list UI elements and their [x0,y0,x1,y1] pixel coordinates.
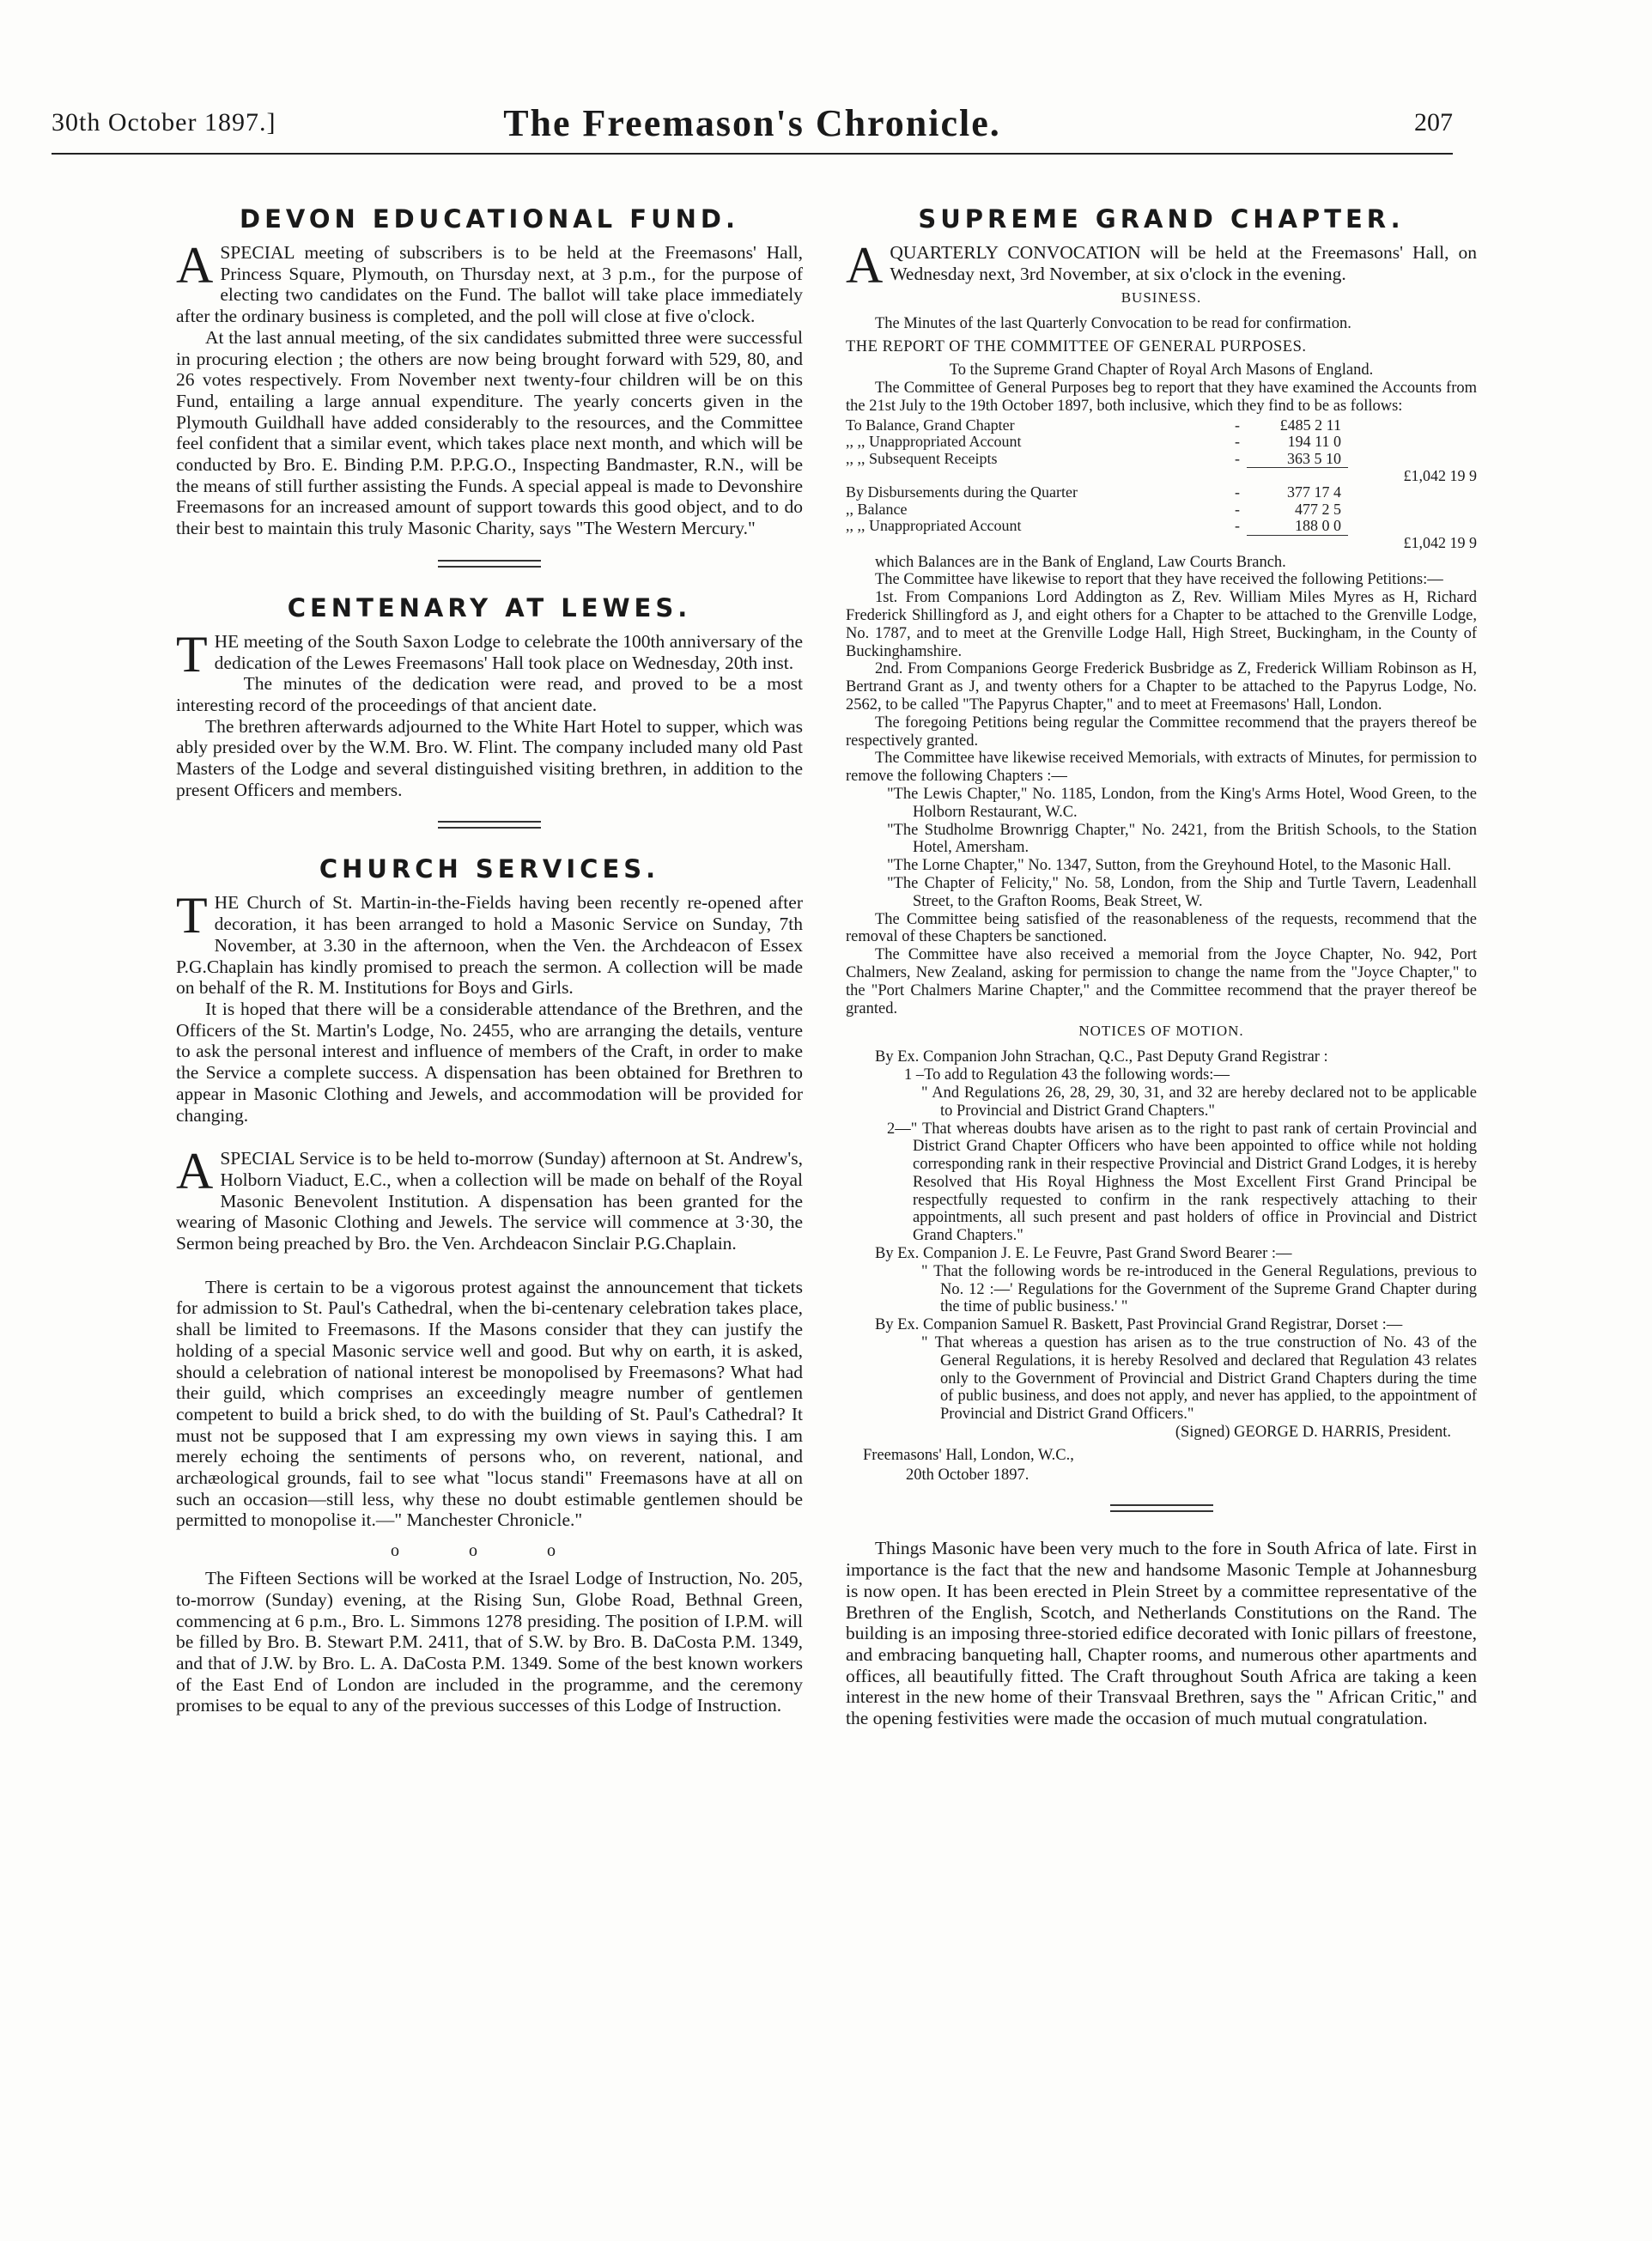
memorial-item: "The Lorne Chapter," No. 1347, Sutton, from the Greyhound Hotel, to the Masonic Hall. [887,857,1452,875]
devon-heading: DEVON EDUCATIONAL FUND. [240,204,739,234]
minutes-text: The Minutes of the last Quarterly Convocation to be read for confirmation. [875,315,1351,333]
table-row: To Balance, Grand Chapter - £485 2 11 [846,416,1341,434]
lewes-heading: CENTENARY AT LEWES. [287,592,692,622]
memorial-item: "The Chapter of Felicity," No. 58, London, from the Ship and Turtle Tavern, Leadenhall Street, to the Grafton Rooms, Beak Street, W. [887,874,1477,910]
church-paragraph-3: ASPECIAL Service is to be held to-morrow (Sunday) afternoon at St. Andrew's, Holborn Viaduct, E.C., when a collection will be made on behalf of the Royal Masonic Benevolent Institution. A dispensation has been granted for the wearing of Masonic Clothing and Jewels. The service will commence at 3·30, the Sermon being preached by Bro. the Ven. Archdeacon Sinclair P.G.Chaplain. [176,1143,803,1254]
dropcap: A [176,237,214,294]
dropcap: A [176,1143,214,1200]
africa-article [846,1538,1477,1728]
dropcap: T [176,625,208,683]
signature-address: Freemasons' Hall, London, W.C., [863,1446,1074,1464]
petition-2: 2nd. From Companions George Frederick Busbridge as Z, Frederick William Robinson as H, Bertrand Grant as J, and twenty others for a Chapter to be attached to the Papyrus Lodge, No. 2562, to be called "The Papyrus Chapter," and to meet at Freemasons' Hall, London. [846,660,1477,714]
accounts-intro: The Committee of General Purposes beg to report that they have examined the Accounts from the 21st July to the 19th October 1897, both inclusive, which they find to be as follows: [846,380,1477,415]
signature-date: 20th October 1897. [906,1466,1029,1484]
section-divider [438,821,541,829]
church-paragraph-2: It is hoped that there will be a considerable attendance of the Brethren, and the Officers of the St. Martin's Lodge, No. 2455, who are arranging the details, venture to ask the personal interest and influence of members of the Craft, in order to make the Service a complete success. A dispensation has been obtained for Brethren to appear in Masonic Clothing and Jewels, and accommodation will be provided for changing. [176,998,803,1126]
spacer [176,1254,803,1277]
dropcap: A [846,237,884,294]
masthead [52,101,1453,155]
motion-2: 2—" That whereas doubts have arisen as to the right to past rank of certain Provincial and District Grand Chapter Officers who have been appointed to office while not holding corresponding rank in their respective Provincial and District Grand Lodges, it is hereby Resolved that His Royal Highness the Most Excellent First Grand Principal be respectfully requested to confirm in the rank respectively attaching to their appointments, all such present and past holders of office in Provincial and District Grand Chapters." [887,1120,1477,1245]
ornament-dots: o o o [391,1541,588,1561]
motion-1-text: " And Regulations 26, 28, 29, 30, 31, and 32 are hereby declared not to be applicable to Provincial and District Grand Chapters." [921,1084,1477,1120]
table-row: ,, ,, Unappropriated Account - 194 11 0 [846,433,1341,451]
table-row: ,, ,, Subsequent Receipts - 363 5 10 [846,449,1341,467]
africa-paragraph: Things Masonic have been very much to the fore in South Africa of late. First in importance is the fact that the new and handsome Masonic Temple at Johannesburg is now open. It has been erected in Plein Street by a committee representative of the Brethren of the English, Scotch, and Netherlands Constitutions on the Rand. The building is an imposing three-storied edifice decorated with Ionic pillars of freestone, and embracing banqueting hall, Chapter rooms, and numerous other apartments and offices, all beautifully fitted. The Craft throughout South Africa are taking a keen interest in the new home of their Transvaal Brethren, says the " African Critic," and the opening festivities were made the occasion of much mutual congratulation. [846,1538,1477,1729]
devon-article [176,204,803,539]
church-article [176,854,803,1716]
lefeuvre-line: By Ex. Companion J. E. Le Feuvre, Past Grand Sword Bearer :— [875,1245,1292,1263]
section-divider [1110,1504,1213,1512]
petition-1: 1st. From Companions Lord Addington as Z, Rev. William Miles Myres as H, Richard Frederick Shillingford as J, and eight others for a Chapter to be attached to the Grenville Lodge, No. 1787, and to meet at the Grenville Lodge Hall, High Street, Buckingham, in the County of Buckinghamshire. [846,589,1477,660]
devon-paragraph-1: ASPECIAL meeting of subscribers is to be held at the Freemasons' Hall, Princess Square, Plymouth, on Thursday next, at 3 p.m., for the purpose of electing two candidates on the Fund. The ballot will take place immediately after the ordinary business is completed, and the poll will close at five o'clock. [176,237,803,327]
signature: (Signed) GEORGE D. HARRIS, President. [1175,1424,1451,1442]
dropcap: T [176,887,208,944]
memorial-item: "The Studholme Brownrigg Chapter," No. 2421, from the British Schools, to the Station Hotel, Amersham. [887,821,1477,857]
petitions-recommendation: The foregoing Petitions being regular the Committee recommend that the prayers thereof be respectively granted. [846,714,1477,750]
to-line: To the Supreme Grand Chapter of Royal Arch Masons of England. [949,361,1374,380]
strachan-line: By Ex. Companion John Strachan, Q.C., Past Deputy Grand Registrar : [875,1048,1328,1066]
motion-1: 1 –To add to Regulation 43 the following words:— [904,1066,1230,1084]
baskett-line: By Ex. Companion Samuel R. Baskett, Past Provincial Grand Registrar, Dorset :— [875,1316,1403,1334]
table-row: ,, ,, Unappropriated Account - 188 0 0 [846,517,1341,535]
business-heading: BUSINESS. [1121,289,1202,307]
report-heading: THE REPORT OF THE COMMITTEE OF GENERAL PURPOSES. [846,338,1307,356]
church-paragraph-1: THE Church of St. Martin-in-the-Fields having been recently re-opened after decoration, it has been arranged to hold a Masonic Service on Sunday, 7th November, at 3.30 in the afternoon, when the Ven. the Archdeacon of Essex P.G.Chaplain has kindly promised to preach the sermon. A collection will be made on behalf of the R. M. Institutions for Boys and Girls. [176,887,803,999]
devon-paragraph-2: At the last annual meeting, of the six candidates submitted three were successful in procuring election ; the others are now being brought forward with 529, 80, and 26 votes respectively. From November next twenty-four children will be on this Fund, entailing a large annual expenditure. The yearly concerts given in the Plymouth Guildhall have added considerably to the resources, and the Committee feel confident that a similar event, which takes place next month, and which will be conducted by Bro. E. Binding P.M. P.P.G.O., Inspecting Bandmaster, R.N., will be the means of still further assisting the Funds. A special appeal is made to Devonshire Freemasons for an increased amount of support towards this good object, and to do their best to maintain this truly Masonic Charity, says "The Western Mercury." [176,326,803,539]
page-number: 207 [1414,108,1453,137]
joyce-memorial: The Committee have also received a memorial from the Joyce Chapter, No. 942, Port Chalmers, New Zealand, asking for permission to change the name from the "Joyce Chapter," to the "Port Chalmers Marine Chapter," and the Committee recommend that the prayer thereof be granted. [846,946,1477,1017]
spacer [176,1126,803,1148]
lefeuvre-text: " That the following words be re-introduced in the General Regulations, previous to No. 12 :—' Regulations for the Government of the Supreme Grand Chapter during the time of public business.' " [921,1262,1477,1316]
lewes-paragraph-2: The minutes of the dedication were read, and proved to be a most interesting record of the proceedings of that ancient date. [176,673,803,715]
baskett-text: " That whereas a question has arisen as to the true construction of No. 43 of the General Regulations, it is hereby Resolved and declared that Regulation 43 relates only to the Government of Provincial and District Grand Chapters during the time of public business, and does not apply, and never has applied, to the appointment of Provincial and District Grand Officers." [921,1334,1477,1424]
section-divider [438,560,541,568]
church-heading: CHURCH SERVICES. [319,854,660,884]
church-paragraph-5: The Fifteen Sections will be worked at the Israel Lodge of Instruction, No. 205, to-morrow (Sunday) evening, at the Rising Sun, Globe Road, Bethnal Green, commencing at 6 p.m., Bro. L. Simmons 1278 presiding. The position of I.P.M. will be filled by Bro. B. Stewart P.M. 2411, that of S.W. by Bro. B. DaCosta P.M. 1349, and that of J.W. by Bro. L. A. DaCosta P.M. 1349. Some of the best known workers of the East End of London are included in the programme, and the ceremony promises to be equal to any of the previous successes of this Lodge of Instruction. [176,1568,803,1716]
lewes-paragraph-3: The brethren afterwards adjourned to the White Hart Hotel to supper, which was ably presided over by the W.M. Bro. W. Flint. The company included many old Past Masters of the Lodge and several distinguished visiting brethren, in addition to the present Officers and members. [176,715,803,800]
table-row: By Disbursements during the Quarter - 377 17 4 [846,483,1341,501]
lewes-article [176,593,803,801]
chapter-heading: SUPREME GRAND CHAPTER. [918,204,1405,234]
table-row: ,, Balance - 477 2 5 [846,500,1341,518]
balances-note: which Balances are in the Bank of England, Law Courts Branch. [875,553,1286,571]
petitions-intro: The Committee have likewise to report that they have received the following Petitions:— [875,571,1443,589]
memorials-recommendation: The Committee being satisfied of the reasonableness of the requests, recommend that the removal of these Chapters be sanctioned. [846,910,1477,946]
table-row: £1,042 19 9 [846,468,1477,485]
left-column [176,204,803,1716]
memorial-item: "The Lewis Chapter," No. 1185, London, from the King's Arms Hotel, Wood Green, to the Holborn Restaurant, W.C. [887,785,1477,821]
right-column [846,204,1477,1729]
accounts-table [846,417,1477,552]
newspaper-title: The Freemason's Chronicle. [503,102,1001,144]
issue-date: 30th October 1897.] [52,108,276,137]
notices-heading: NOTICES OF MOTION. [1078,1023,1244,1040]
chapter-article [846,204,1477,1484]
memorials-intro: The Committee have likewise received Memorials, with extracts of Minutes, for permission to remove the following Chapters :— [846,750,1477,786]
table-row: £1,042 19 9 [846,535,1477,552]
church-paragraph-4: There is certain to be a vigorous protest against the announcement that tickets for admission to St. Paul's Cathedral, when the bi-centenary celebration takes place, shall be limited to Freemasons. If the Masons consider that they can justify the holding of a special Masonic service well and good. But why on earth, it is asked, should a celebration of national interest be monopolised by Freemasons? What had their guild, which comprises an exceedingly meagre number of gentlemen competent to build a brick shed, to do with the building of St. Paul's Cathedral? It must not be supposed that I am expressing my own views in saying this. I am merely echoing the sentiments of persons who, on reverent, national, and archæological grounds, fail to see what "locus standi" Freemasons have at all on such an occasion—still less, why these no doubt estimable gentlemen should be permitted to monopolise it.—" Manchester Chronicle." [176,1276,803,1531]
chapter-paragraph-1: AQUARTERLY CONVOCATION will be held at the Freemasons' Hall, on Wednesday next, 3rd November, at six o'clock in the evening. [846,237,1477,294]
lewes-paragraph-1: THE meeting of the South Saxon Lodge to celebrate the 100th anniversary of the dedication of the Lewes Freemasons' Hall took place on Wednesday, 20th inst. [176,625,803,683]
